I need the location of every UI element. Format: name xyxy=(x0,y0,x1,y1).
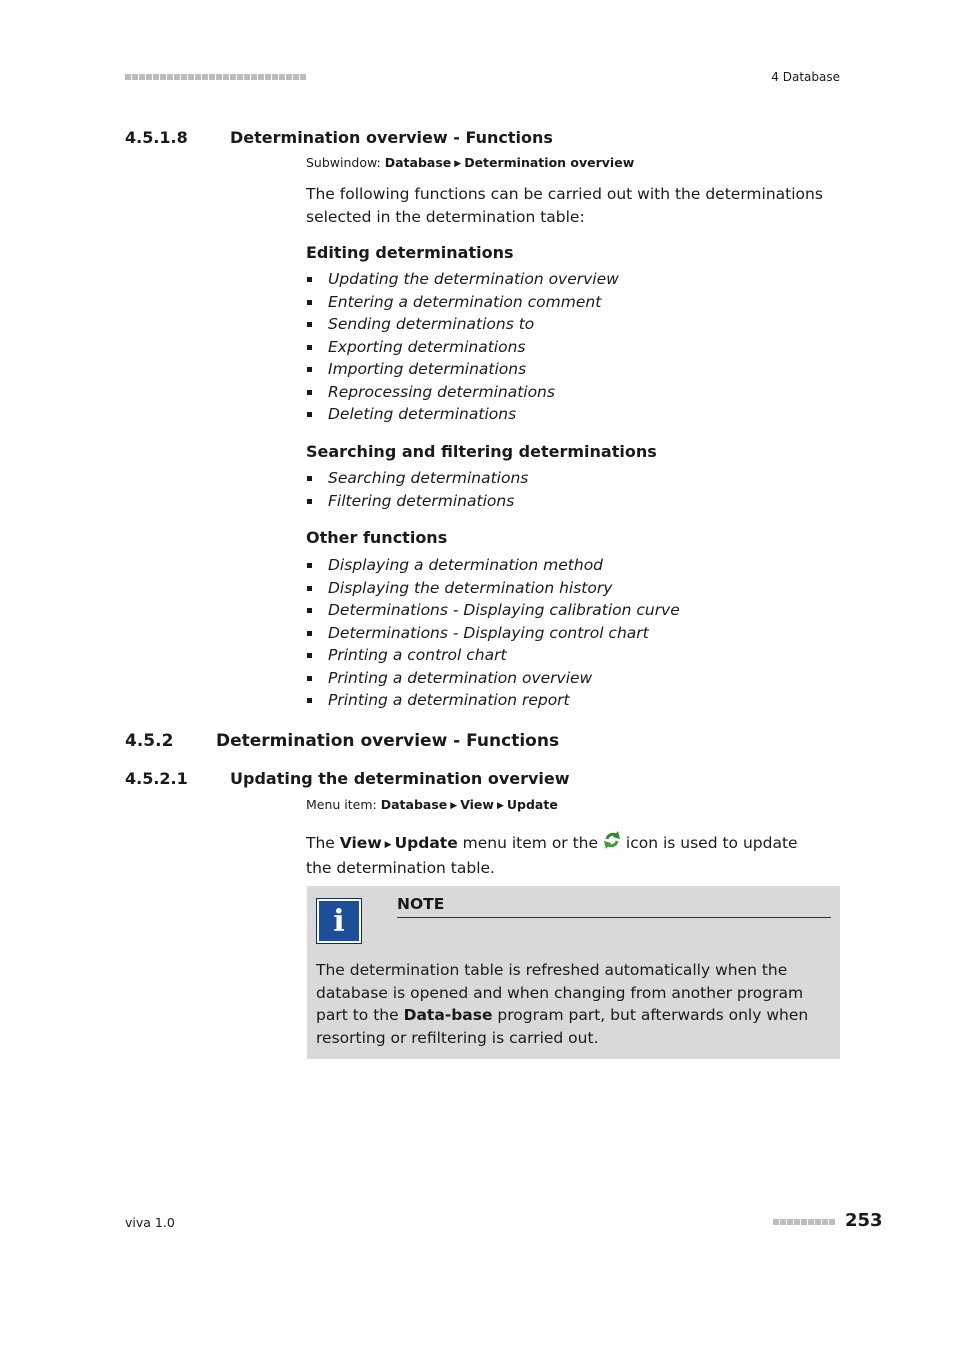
list-item[interactable]: Updating the determination overview xyxy=(306,268,619,291)
section-title: Determination overview - Functions xyxy=(216,731,560,751)
menu-item-path xyxy=(306,797,558,812)
path-item: Determination overview xyxy=(464,155,635,170)
path-item: Database xyxy=(384,155,452,170)
list-item[interactable]: Searching determinations xyxy=(306,467,528,490)
triangle-right-icon: ▶ xyxy=(450,801,458,811)
page-number: 253 xyxy=(845,1210,883,1231)
info-icon: i xyxy=(316,898,362,944)
editing-list xyxy=(306,268,619,426)
list-item[interactable]: Printing a determination overview xyxy=(306,667,680,690)
section-title: Determination overview - Functions xyxy=(230,128,553,147)
section-heading-452 xyxy=(125,731,559,751)
list-item[interactable]: Determinations - Displaying calibration curve xyxy=(306,599,680,622)
header-chapter: 4 Database xyxy=(771,70,840,84)
section-title: Updating the determination overview xyxy=(230,769,570,788)
update-paragraph xyxy=(306,830,826,879)
group-heading-searching: Searching and filtering determinations xyxy=(306,442,657,461)
section-heading-4518 xyxy=(125,128,553,147)
menu-name: Update xyxy=(394,834,458,852)
subwindow-path xyxy=(306,155,634,170)
header-decoration xyxy=(125,74,306,80)
note-box xyxy=(307,886,840,1059)
list-item[interactable]: Reprocessing determinations xyxy=(306,381,619,404)
searching-list xyxy=(306,467,528,512)
text: The determination table is refreshed automatically when the database is opened and when changing from another program part to the xyxy=(316,961,804,1024)
path-label: Subwindow: xyxy=(306,155,381,170)
triangle-right-icon: ▶ xyxy=(454,159,462,169)
section-number: 4.5.1.8 xyxy=(125,128,188,147)
section-heading-4521 xyxy=(125,769,570,788)
note-text xyxy=(316,959,834,1049)
path-item: Update xyxy=(506,797,558,812)
list-item[interactable]: Printing a control chart xyxy=(306,644,680,667)
list-item[interactable]: Printing a determination report xyxy=(306,689,680,712)
intro-paragraph: The following functions can be carried out with the determinations selected in the determination table: xyxy=(306,185,823,226)
section-number: 4.5.2.1 xyxy=(125,769,188,788)
text: The xyxy=(306,834,340,852)
path-item: View xyxy=(460,797,494,812)
list-item[interactable]: Displaying a determination method xyxy=(306,554,680,577)
program-part-name: Data-base xyxy=(403,1006,493,1024)
list-item[interactable]: Determinations - Displaying control chart xyxy=(306,622,680,645)
list-item[interactable]: Deleting determinations xyxy=(306,403,619,426)
list-item[interactable]: Displaying the determination history xyxy=(306,577,680,600)
refresh-icon xyxy=(603,830,621,848)
triangle-right-icon: ▶ xyxy=(496,801,504,811)
note-title: NOTE xyxy=(397,895,831,918)
footer-product: viva 1.0 xyxy=(125,1215,175,1230)
triangle-right-icon: ▶ xyxy=(384,840,392,850)
group-heading-other: Other functions xyxy=(306,528,448,547)
text: menu item or the xyxy=(457,834,603,852)
group-heading-editing: Editing determinations xyxy=(306,243,514,262)
list-item[interactable]: Exporting determinations xyxy=(306,336,619,359)
text: program part, but afterwards only when resorting or refiltering is carried out. xyxy=(316,1006,809,1047)
list-item[interactable]: Sending determinations to xyxy=(306,313,619,336)
list-item[interactable]: Filtering determinations xyxy=(306,490,528,513)
section-number: 4.5.2 xyxy=(125,731,174,751)
list-item[interactable]: Importing determinations xyxy=(306,358,619,381)
path-item: Database xyxy=(380,797,448,812)
path-label: Menu item: xyxy=(306,797,377,812)
footer-decoration xyxy=(773,1219,835,1225)
list-item[interactable]: Entering a determination comment xyxy=(306,291,619,314)
menu-name: View xyxy=(339,834,382,852)
other-list xyxy=(306,554,680,712)
text: icon is used to update the determination table. xyxy=(306,834,798,877)
